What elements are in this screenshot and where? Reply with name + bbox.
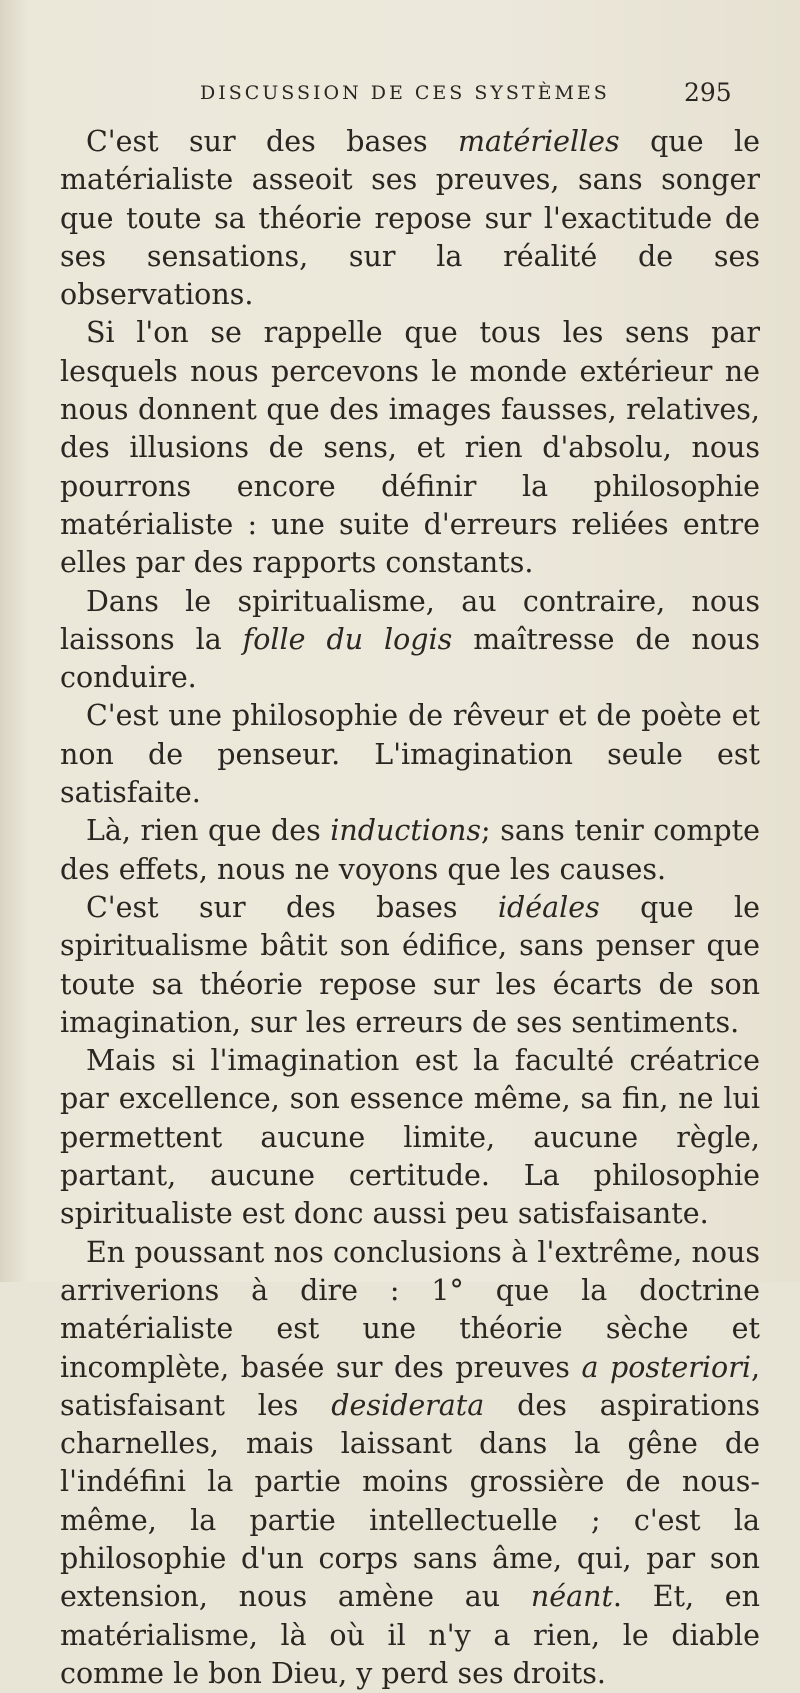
running-title: DISCUSSION DE CES SYSTÈMES xyxy=(200,82,610,104)
italic-term: idéales xyxy=(497,890,600,924)
italic-term: inductions xyxy=(330,814,482,848)
paragraph-6: C'est sur des bases idéales que le spiritualisme bâtit son édifice, sans penser que toute sa théorie repose sur les écarts de son imagination, sur les erreurs de ses sentiments. xyxy=(60,890,760,1039)
paragraph-7: Mais si l'imagination est la faculté créatrice par excellence, son essence même, sa fin, ne lui permettent aucune limite, aucune règle, partant, aucune certitude. La philosophie spiritualiste est donc aussi peu satisfaisante. xyxy=(60,1044,760,1231)
paragraph-3: Dans le spiritualisme, au contraire, nous laissons la folle du logis maîtresse de nous conduire. xyxy=(60,584,760,695)
paragraph-2: Si l'on se rappelle que tous les sens par lesquels nous percevons le monde extérieur ne nous donnent que des images fausses, relatives, des illusions de sens, et rien d'absolu, nous pourrons encore définir la philosophie matérialiste : une suite d'erreurs reliées entre elles par des rapports constants. xyxy=(60,316,760,580)
italic-term: néant xyxy=(530,1580,613,1614)
page-header xyxy=(0,76,800,116)
paragraph-5: Là, rien que des inductions; sans tenir compte des effets, nous ne voyons que les causes. xyxy=(60,814,760,886)
italic-term: desiderata xyxy=(331,1388,485,1422)
italic-term: matérielles xyxy=(458,125,620,158)
paragraph-8: En poussant nos conclusions à l'extrême, nous arriverions à dire : 1° que la doctrine matérialiste est une théorie sèche et incomplète, basée sur des preuves a posteriori, satisfaisant les desiderata des aspirations charnelles, mais laissant dans la gêne de l'indéfini la partie moins grossière de nous-même, la partie intellectuelle ; c'est la philosophie d'un corps sans âme, qui, par son extension, nous amène au néant. Et, en matérialisme, là où il n'y a rien, le diable comme le bon Dieu, y perd ses droits. xyxy=(60,1235,760,1690)
italic-term: folle du logis xyxy=(242,622,453,656)
paragraph-4: C'est une philosophie de rêveur et de poète et non de penseur. L'imagination seule est satisfaite. xyxy=(60,699,760,810)
page-number: 295 xyxy=(684,78,732,107)
body-text xyxy=(60,123,760,1693)
italic-term: a posteriori xyxy=(581,1350,751,1384)
paragraph-1: C'est sur des bases matérielles que le matérialiste asseoit ses preuves, sans songer que toute sa théorie repose sur l'exactitude de ses sensations, sur la réalité de ses observations. xyxy=(60,125,760,312)
